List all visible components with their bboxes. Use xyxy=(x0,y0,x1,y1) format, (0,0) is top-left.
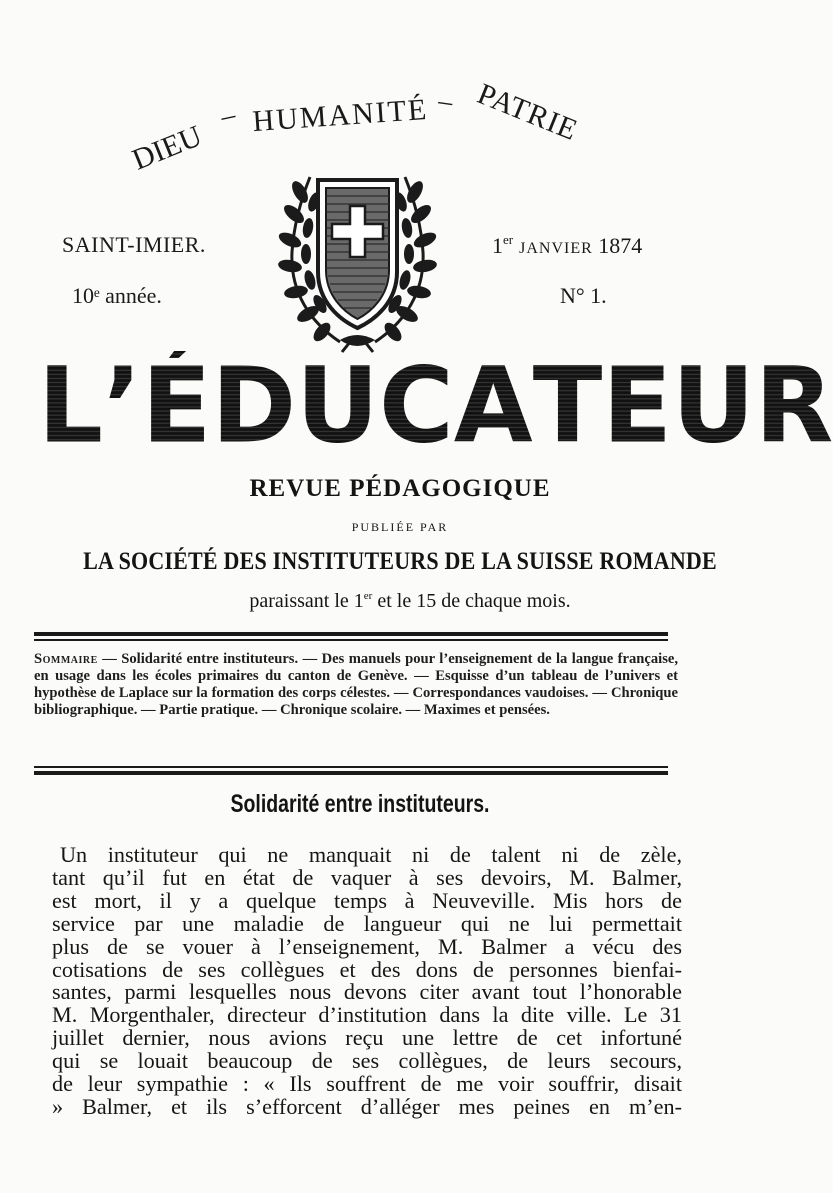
masthead-letter: ’ xyxy=(103,345,142,468)
frequency-sup: er xyxy=(363,590,373,602)
article-body xyxy=(52,844,682,1119)
article-line: service par une maladie de langueur qui ne lui permettait xyxy=(52,910,682,936)
masthead-letter: É xyxy=(141,345,212,468)
date-year: 1874 xyxy=(598,233,643,258)
article-line: M. Morgenthaler, directeur d’institution dans la dite ville. Le 31 xyxy=(52,1002,682,1028)
motto-dash-left: – xyxy=(218,99,239,133)
article-line: juillet dernier, nous avions reçu une lettre de cet infortuné xyxy=(52,1025,682,1051)
publication-frequency xyxy=(10,590,810,613)
table-of-contents xyxy=(34,651,678,719)
masthead-letter: E xyxy=(602,345,673,468)
article-line: santes, parmi lesquelles nous devons citer avant tout l’honorable xyxy=(52,979,682,1005)
article-line: de leur sympathie : « Ils souffrent de me voir souffrir, disait xyxy=(52,1071,682,1097)
place-of-publication: SAINT-IMIER. xyxy=(62,232,206,257)
masthead-letter: R xyxy=(754,345,833,468)
masthead-letter: L xyxy=(38,345,103,468)
motto-dash-right: – xyxy=(436,85,455,118)
masthead-letter: D xyxy=(211,345,297,468)
date-day-suffix: er xyxy=(503,232,514,247)
article-line: » Balmer, et ils s’efforcent d’alléger mes peines en m’en- xyxy=(52,1093,682,1119)
top-rule-thick xyxy=(34,632,668,636)
date-day: 1 xyxy=(492,233,503,258)
sommaire-label: Sommaire xyxy=(34,651,98,667)
issue-number: N° 1. xyxy=(560,283,607,308)
masthead-letter: A xyxy=(453,345,533,468)
masthead-letter: T xyxy=(532,345,603,468)
swiss-crest-emblem xyxy=(270,162,445,352)
article-line: Un instituteur qui ne manquait ni de talent ni de zèle, xyxy=(60,842,682,867)
bottom-rule-thick xyxy=(34,771,668,775)
bottom-rule-thin xyxy=(34,766,668,768)
sommaire-text: — Solidarité entre instituteurs. — Des manuels pour l’enseignement de la langue française, en usage dans les écoles primaires du canton de Genève. — Esquisse d’un tableau de l’univers et hypothèse de Laplace sur la formation des corps célestes. — Correspondances vaudoises. — Chronique bibliographique. — Partie pratique. — Chronique scolaire. — Maximes et pensées. xyxy=(34,651,678,718)
motto-dieu: DIEU xyxy=(127,119,207,177)
frequency-part-a: paraissant le 1 xyxy=(249,590,364,612)
masthead-letter: C xyxy=(378,345,454,468)
frequency-part-b: et le 15 de chaque mois. xyxy=(372,590,571,612)
date-month: JANVIER xyxy=(519,240,593,257)
motto-arc xyxy=(0,0,800,180)
publisher-label: PUBLIÉE PAR xyxy=(351,520,449,534)
masthead-letter: U xyxy=(296,345,379,468)
volume-year: 10ᵉ année. xyxy=(72,283,162,308)
shield-icon xyxy=(318,180,397,328)
article-line: qui se louait beaucoup de ses collègues, de leurs secours, xyxy=(52,1048,682,1074)
masthead-letter: U xyxy=(672,345,755,468)
article-title: Solidarité entre instituteurs. xyxy=(230,790,490,818)
publisher-name: LA SOCIÉTÉ DES INSTITUTEURS DE LA SUISSE ROMANDE xyxy=(83,546,717,575)
top-rule-thin xyxy=(34,639,668,641)
issue-date xyxy=(492,232,642,259)
article-line: plus de se vouer à l’enseignement, M. Balmer a vécu des xyxy=(52,933,682,959)
motto-patrie: PATRIE xyxy=(472,77,583,148)
article-line: cotisations de ses collègues et des dons de personnes bienfai- xyxy=(52,956,682,982)
article-line: est mort, il y a quelque temps à Neuveville. Mis hors de xyxy=(52,887,682,913)
masthead-title xyxy=(38,345,833,468)
article-line: tant qu’il fut en état de vaquer à ses devoirs, M. Balmer, xyxy=(52,864,682,890)
revue-subtitle: REVUE PÉDAGOGIQUE xyxy=(249,475,551,502)
motto-humanite: HUMANITÉ xyxy=(251,92,430,139)
